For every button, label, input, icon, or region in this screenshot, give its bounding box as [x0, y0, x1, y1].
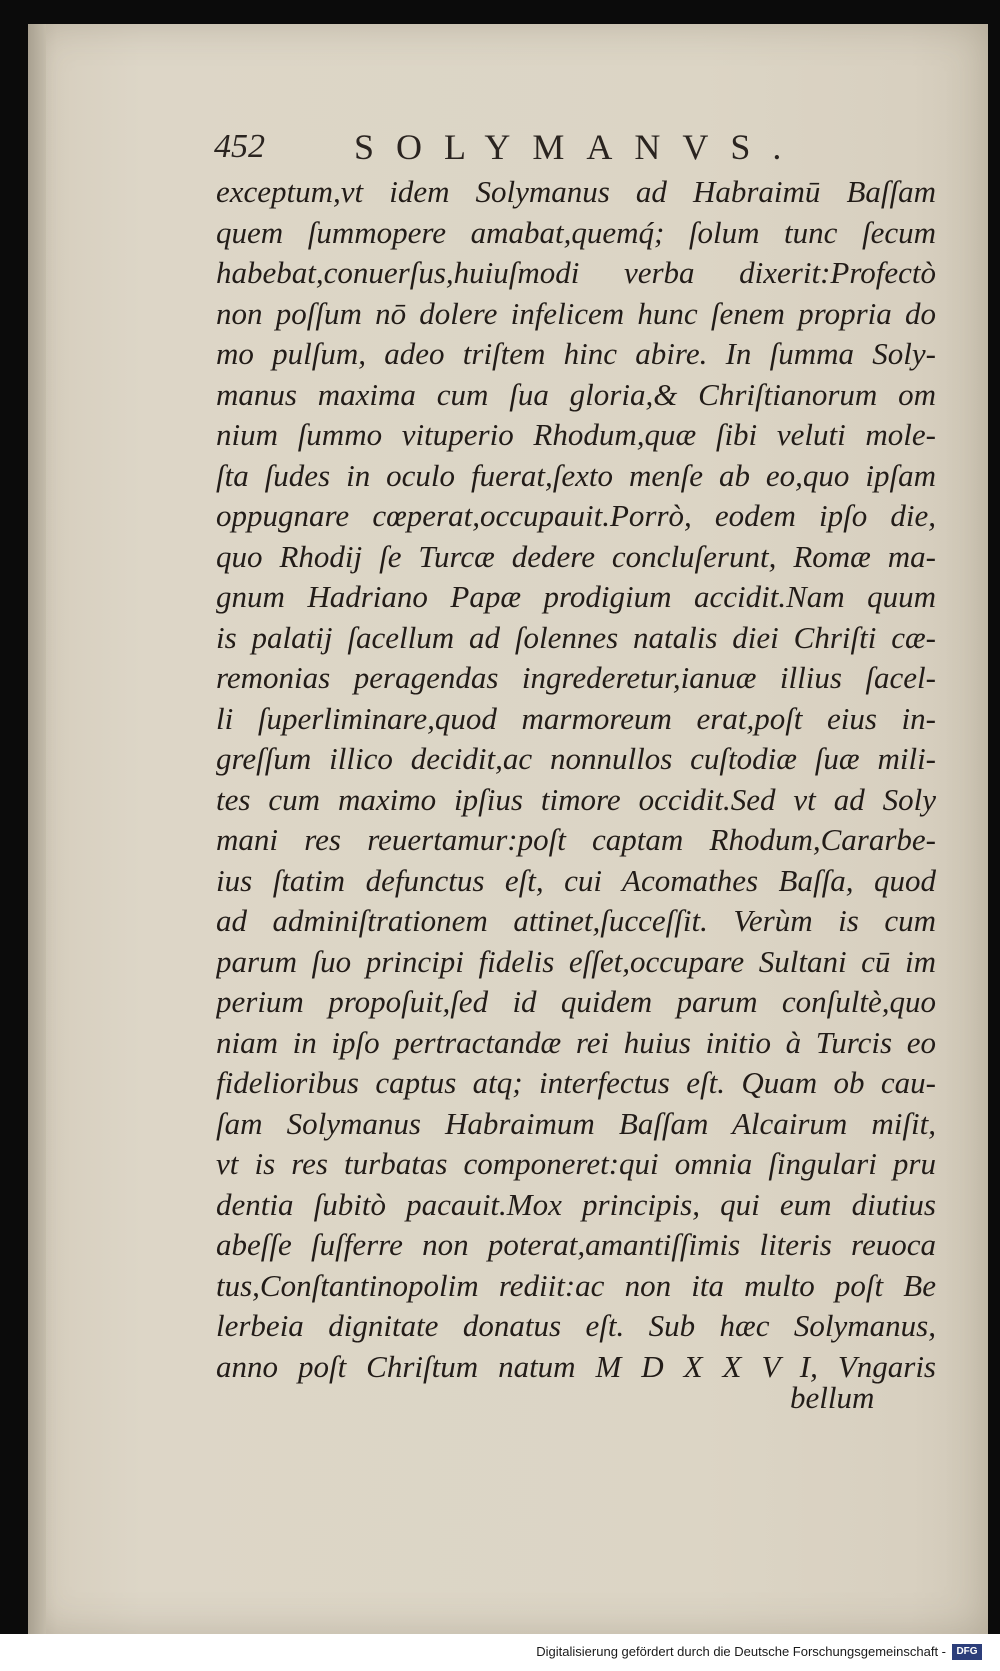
text-line: is palatij ſacellum ad ſolennes natalis diei Chriſti cæ- [216, 619, 936, 655]
text-line: greſſum illico decidit,ac nonnullos cuſtodiæ ſuæ mili- [216, 741, 936, 776]
text-line: habebat,conuerſus,huiuſmodi verba dixerit:Profectò [216, 255, 936, 290]
text-line: tus,Conſtantinopolim rediit:ac non ita multo poſt Be [216, 1267, 936, 1303]
catchword: bellum [790, 1380, 875, 1415]
text-line: quo Rhodij ſe Turcæ dedere concluſerunt, Romæ ma- [216, 538, 936, 574]
text-line: gnum Hadriano Papæ prodigium accidit.Nam quum [216, 579, 936, 614]
text-line: lerbeia dignitate donatus eſt. Sub hæc Solymanus, [216, 1308, 936, 1343]
text-line: remonias peragendas ingrederetur,ianuæ illius ſacel- [216, 660, 936, 695]
text-line: manus maxima cum ſua gloria,& Chriſtianorum om [216, 376, 936, 412]
body-text [216, 172, 946, 1387]
text-line: vt is res turbatas componeret:qui omnia ſingulari pru [216, 1146, 936, 1181]
digitization-footer [0, 1634, 1000, 1671]
text-line: ſta ſudes in oculo fuerat,ſexto menſe ab eo,quo ipſam [216, 457, 936, 493]
text-line: mani res reuertamur:poſt captam Rhodum,Cararbe- [216, 822, 936, 857]
text-line: quem ſummopere amabat,quemq́; ſolum tunc ſecum [216, 214, 936, 250]
page-gutter-edge [28, 24, 46, 1634]
funding-credit: Digitalisierung gefördert durch die Deutsche Forschungsgemeinschaft - [536, 1644, 946, 1659]
text-line: niam in ipſo pertractandæ rei huius initio à Turcis eo [216, 1024, 936, 1060]
text-line: ſam Solymanus Habraimum Baſſam Alcairum miſit, [216, 1105, 936, 1141]
text-line: oppugnare cœperat,occupauit.Porrò, eodem ipſo die, [216, 498, 936, 533]
text-line: li ſuperliminare,quod marmoreum erat,poſt eius in- [216, 700, 936, 736]
text-line: non poſſum nō dolere infelicem hunc ſenem propria do [216, 295, 936, 331]
text-line: ad adminiſtrationem attinet,ſucceſſit. Verùm is cum [216, 903, 936, 938]
text-line: mo pulſum, adeo triſtem hinc abire. In ſumma Soly- [216, 336, 936, 371]
text-line: parum ſuo principi fidelis eſſet,occupare Sultani cū im [216, 943, 936, 979]
text-line: dentia ſubitò pacauit.Mox principis, qui eum diutius [216, 1186, 936, 1222]
running-head: SOLYMANVS. [354, 127, 804, 167]
text-line: fidelioribus captus atq; interfectus eſt. Quam ob cau- [216, 1065, 936, 1100]
dfg-logo: DFG [952, 1644, 982, 1660]
text-line: exceptum,vt idem Solymanus ad Habraimū Baſſam [216, 174, 936, 209]
text-line: perium propoſuit,ſed id quidem parum conſultè,quo [216, 984, 936, 1019]
text-line: ius ſtatim defunctus eſt, cui Acomathes Baſſa, quod [216, 862, 936, 898]
page-number: 452 [214, 128, 265, 165]
text-line: nium ſummo vituperio Rhodum,quæ ſibi veluti mole- [216, 417, 936, 452]
text-line: tes cum maximo ipſius timore occidit.Sed vt ad Soly [216, 781, 936, 817]
text-line: anno poſt Chriſtum natum M D X X V I, Vngaris [216, 1348, 936, 1384]
page-header [214, 116, 804, 176]
text-line: abeſſe ſuſferre non poterat,amantiſſimis literis reuoca [216, 1227, 936, 1262]
